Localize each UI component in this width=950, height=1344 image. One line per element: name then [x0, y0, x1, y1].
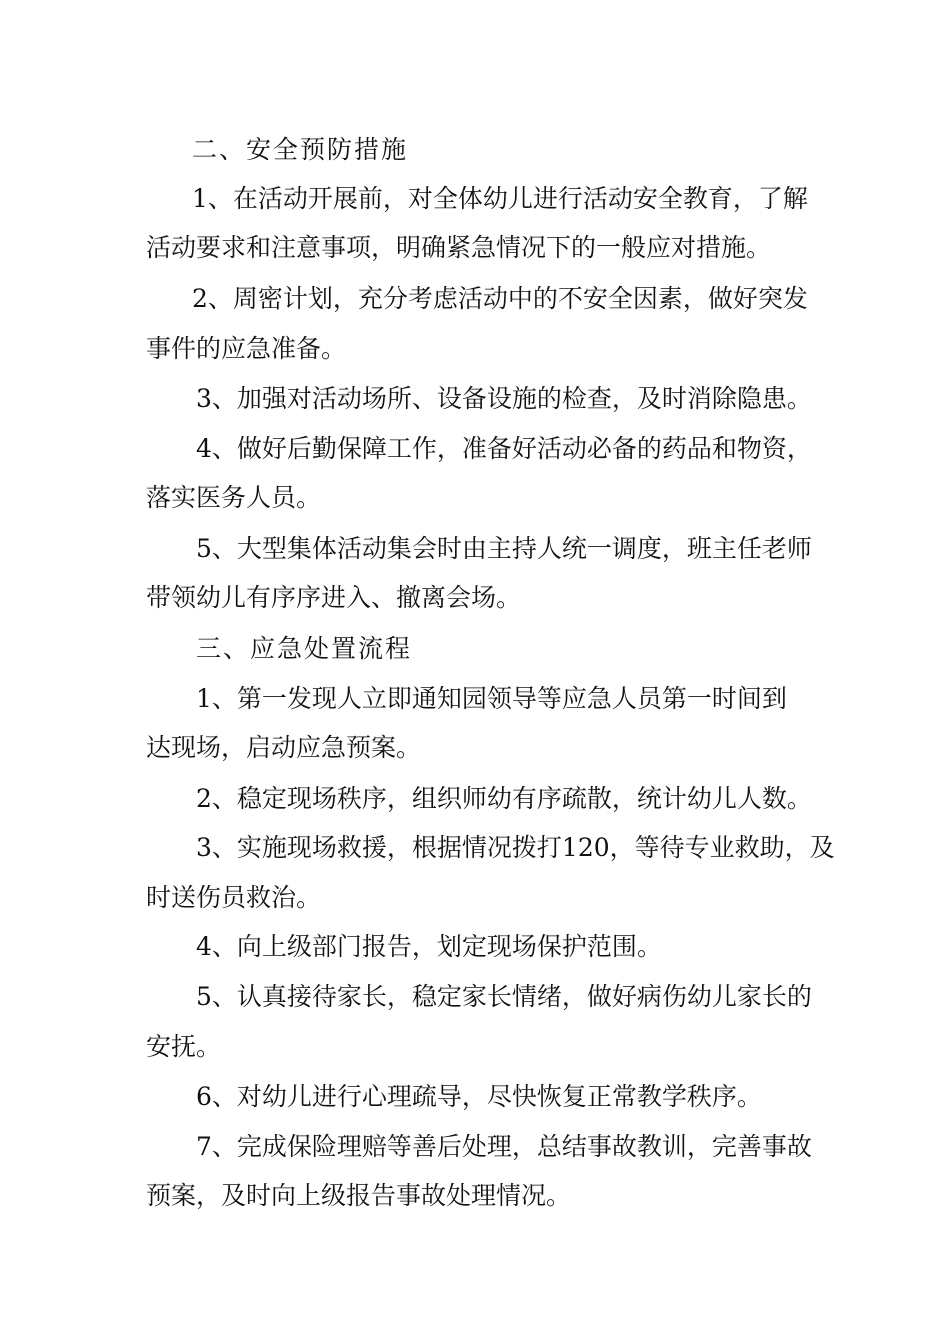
paragraph-line: 4、向上级部门报告，划定现场保护范围。: [196, 932, 662, 961]
paragraph-line: 活动要求和注意事项，明确紧急情况下的一般应对措施。: [146, 233, 772, 262]
paragraph-line: 安抚。: [146, 1032, 222, 1061]
paragraph-line: 1、在活动开展前，对全体幼儿进行活动安全教育，了解: [192, 184, 808, 213]
paragraph-line: 2、周密计划，充分考虑活动中的不安全因素，做好突发: [192, 284, 808, 313]
section-heading: 三、应急处置流程: [196, 634, 413, 663]
paragraph-line: 达现场，启动应急预案。: [146, 733, 422, 762]
paragraph-line: 2、稳定现场秩序，组织师幼有序疏散，统计幼儿人数。: [196, 784, 812, 813]
paragraph-line: 落实医务人员。: [146, 483, 322, 512]
paragraph-line: 5、认真接待家长，稳定家长情绪，做好病伤幼儿家长的: [196, 982, 812, 1011]
paragraph-line: 时送伤员救治。: [146, 883, 322, 912]
paragraph-line: 7、完成保险理赔等善后处理，总结事故教训，完善事故: [196, 1132, 812, 1161]
paragraph-line: 4、做好后勤保障工作，准备好活动必备的药品和物资，: [196, 434, 812, 463]
paragraph-line: 6、对幼儿进行心理疏导，尽快恢复正常教学秩序。: [196, 1082, 762, 1111]
paragraph-line: 1、第一发现人立即通知园领导等应急人员第一时间到: [196, 684, 787, 713]
paragraph-line: 事件的应急准备。: [146, 334, 347, 363]
paragraph-line: 带领幼儿有序序进入、撤离会场。: [146, 583, 522, 612]
paragraph-line: 预案，及时向上级报告事故处理情况。: [146, 1181, 572, 1210]
paragraph-line: 5、大型集体活动集会时由主持人统一调度，班主任老师: [196, 534, 812, 563]
paragraph-line: 3、实施现场救援，根据情况拨打120，等待专业救助，及: [196, 833, 835, 862]
paragraph-line: 3、加强对活动场所、设备设施的检查，及时消除隐患。: [196, 384, 812, 413]
section-heading: 二、安全预防措施: [192, 135, 409, 164]
